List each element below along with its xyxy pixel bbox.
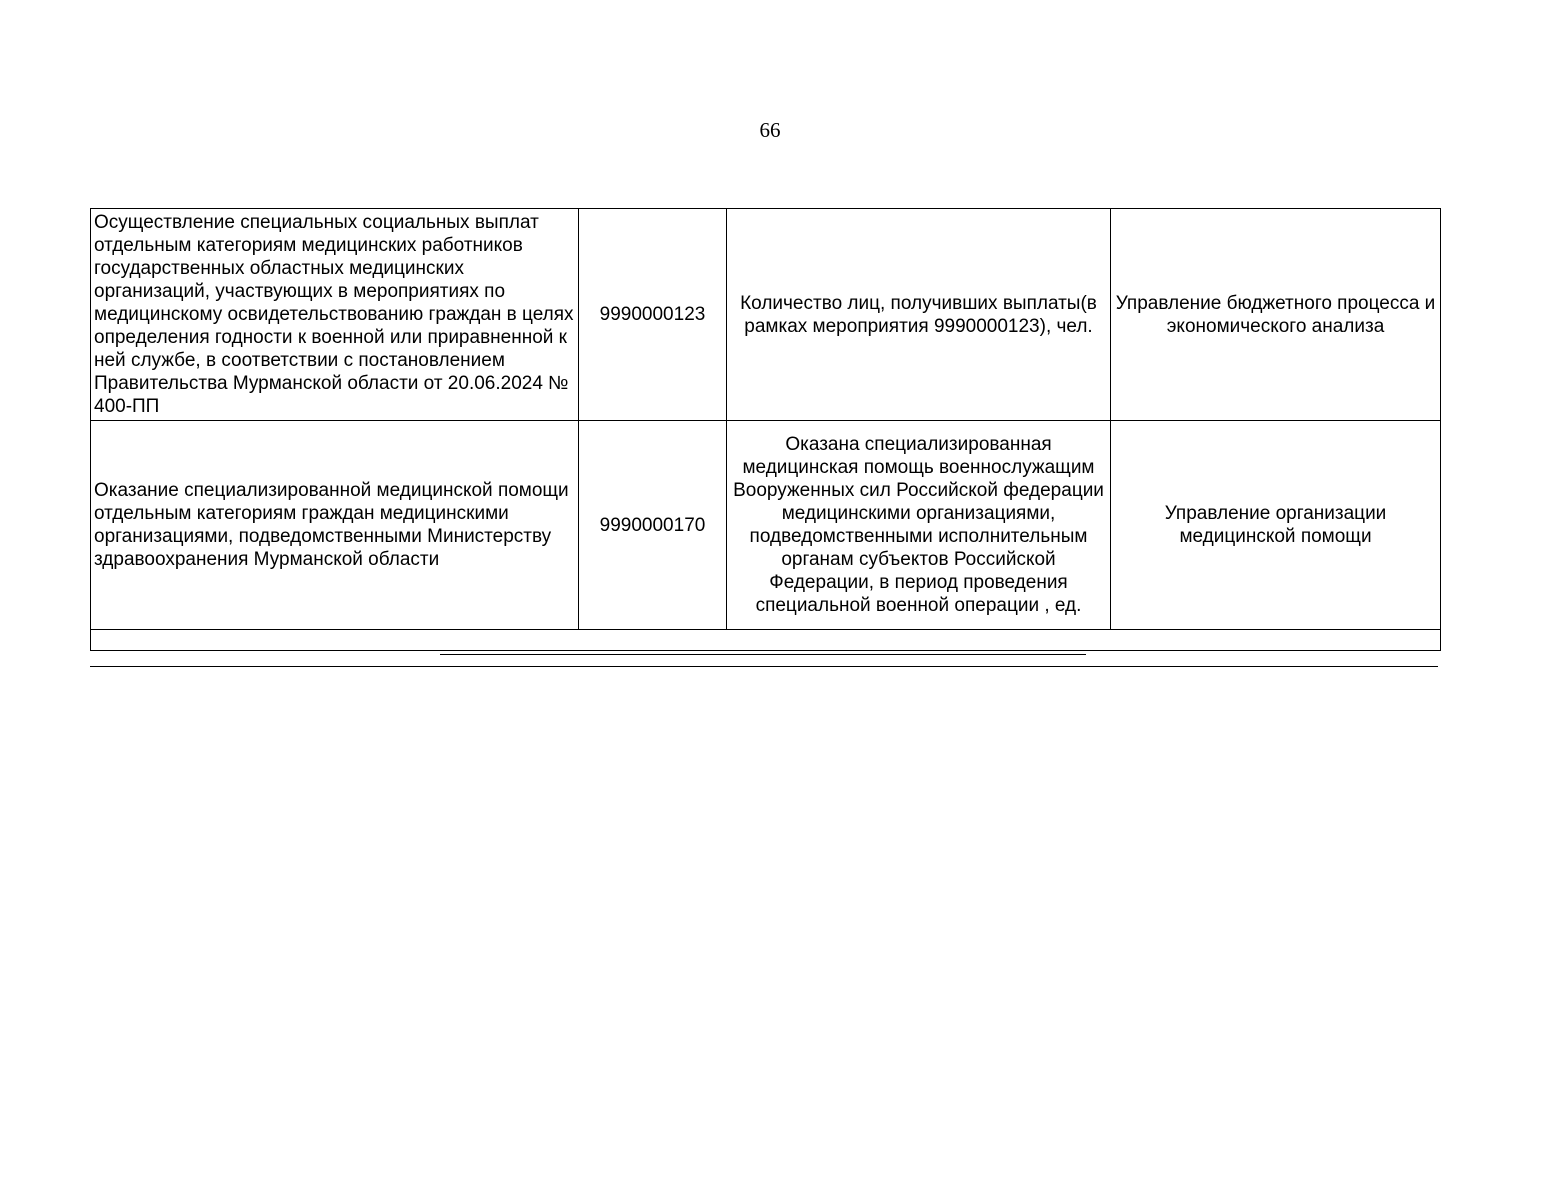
indicator-cell: Количество лиц, получивших выплаты(в рамках мероприятия 9990000123), чел. xyxy=(727,209,1111,421)
measures-table xyxy=(90,208,1441,651)
responsible-unit-cell: Управление организации медицинской помощи xyxy=(1111,421,1441,630)
table-row-empty xyxy=(91,630,1441,651)
empty-cell xyxy=(91,630,1441,651)
page-number: 66 xyxy=(759,118,781,142)
measure-code-cell: 9990000123 xyxy=(579,209,727,421)
table-row xyxy=(91,209,1441,421)
responsible-unit-cell: Управление бюджетного процесса и экономического анализа xyxy=(1111,209,1441,421)
measure-code-cell: 9990000170 xyxy=(579,421,727,630)
indicator-cell: Оказана специализированная медицинская помощь военнослужащим Вооруженных сил Российской федерации медицинскими организациями, подведомственными исполнительным органам субъектов Российской Федерации, в период проведения специальной военной операции , ед. xyxy=(727,421,1111,630)
measure-description-cell: Осуществление специальных социальных выплат отдельным категориям медицинских работников государственных областных медицинских организаций, участвующих в мероприятиях по медицинскому освидетельствованию граждан в целях определения годности к военной или приравненной к ней службе, в соответствии с постановлением Правительства Мурманской области от 20.06.2024 № 400-ПП xyxy=(91,209,579,421)
table-row xyxy=(91,421,1441,630)
measure-description-cell: Оказание специализированной медицинской помощи отдельным категориям граждан медицинскими организациями, подведомственными Министерству здравоохранения Мурманской области xyxy=(91,421,579,630)
separator-line xyxy=(90,666,1438,667)
separator-line xyxy=(440,654,1086,655)
